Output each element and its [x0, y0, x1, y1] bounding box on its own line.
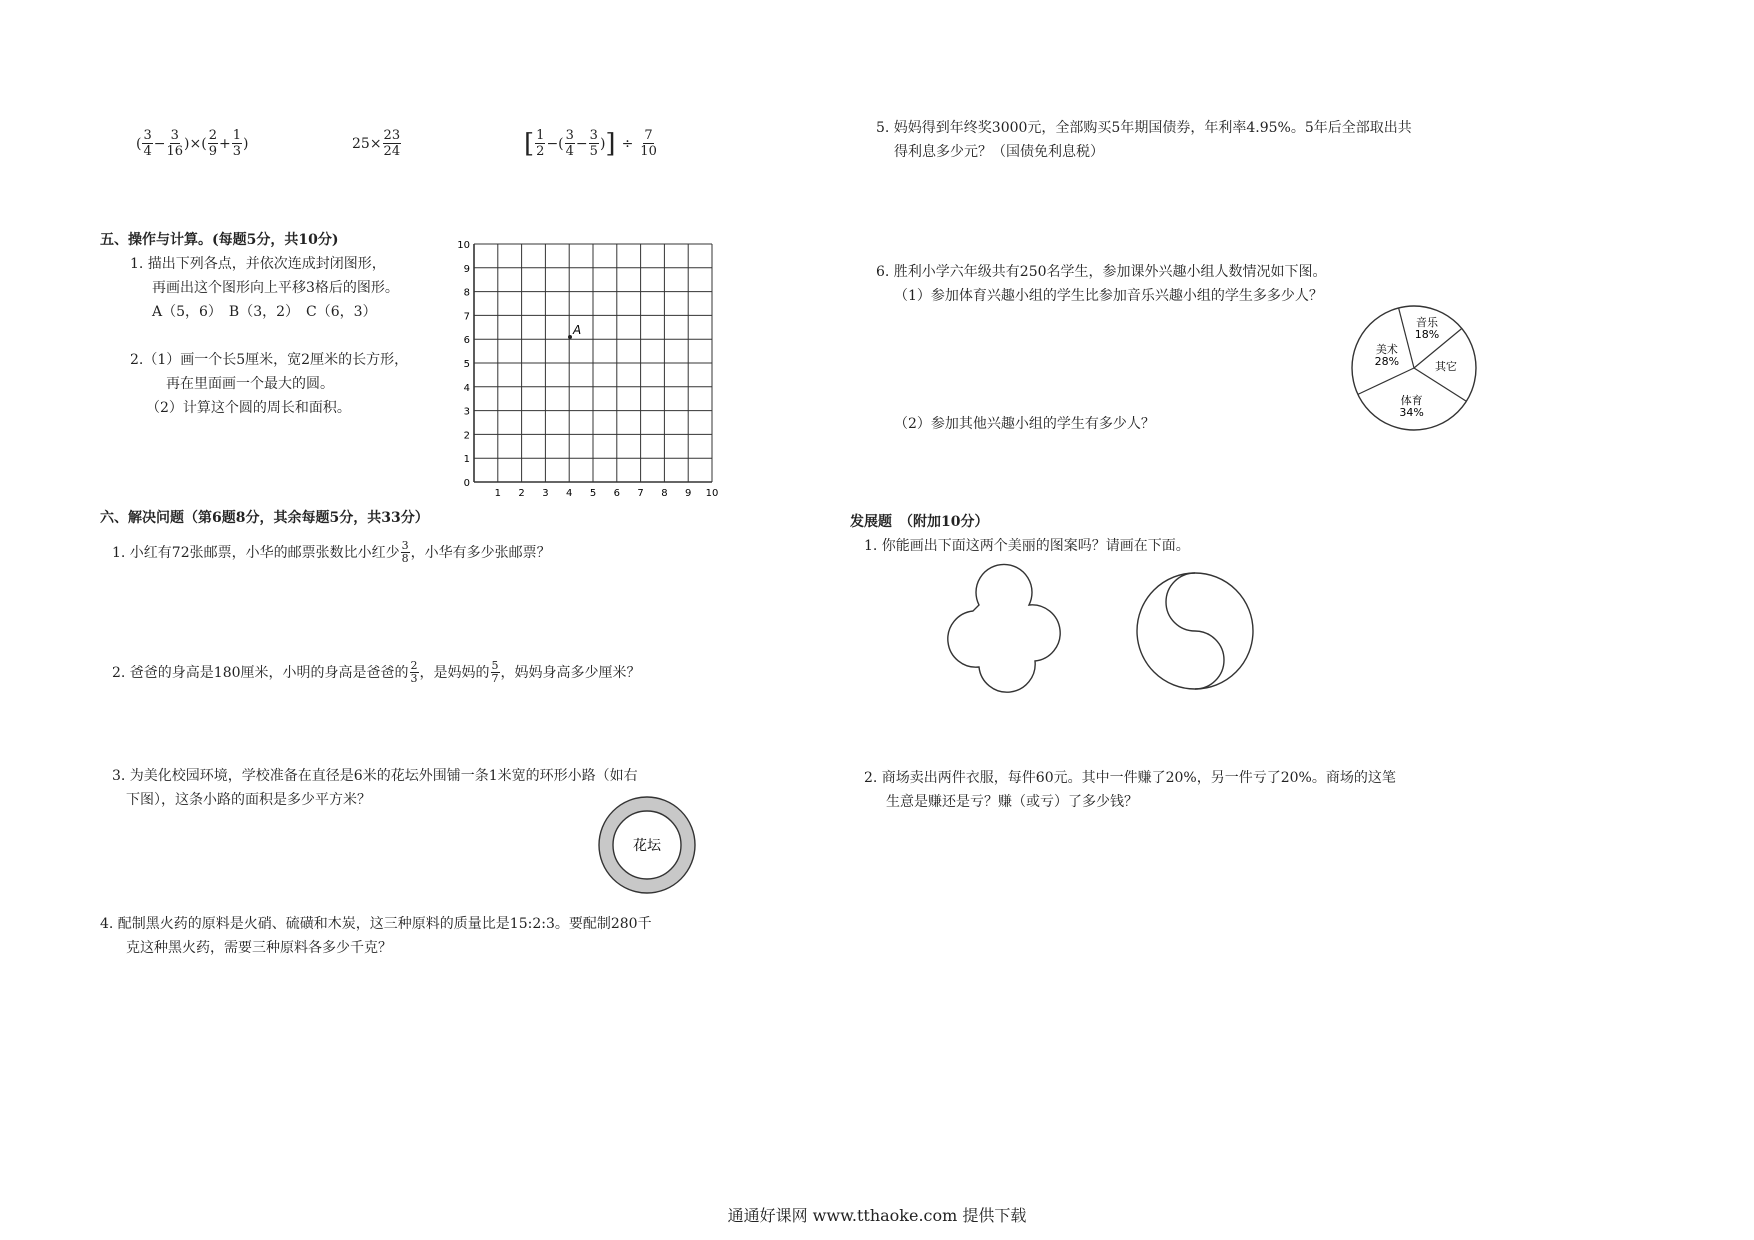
- sec6-q1-text: 1. 小红有72张邮票，小华的邮票张数比小红少: [112, 544, 400, 561]
- operator: )×(: [184, 135, 207, 152]
- operator: +: [218, 135, 231, 152]
- fraction: $\frac{7}{10}$: [640, 128, 657, 159]
- sec6-q2: [112, 660, 641, 685]
- calc-expression-3: [524, 128, 658, 159]
- operator: −(: [546, 135, 564, 152]
- grid-x-tick: 9: [685, 488, 692, 499]
- dev-title: 发展题 （附加10分）: [850, 514, 989, 530]
- grid-y-tick: 1: [463, 454, 470, 466]
- dev-q1: 1. 你能画出下面这两个美丽的图案吗？请画在下面。: [864, 538, 1190, 554]
- calc-expression-2: [352, 128, 402, 159]
- pie-marks: [1358, 308, 1466, 419]
- sec6-q4-line2: 克这种黑火药，需要三种原料各多少千克？: [126, 940, 392, 956]
- operand: 25×: [352, 135, 382, 152]
- sec6-q3-line1: 3. 为美化校园环境，学校准备在直径是6米的花坛外围铺一条1米宽的环形小路（如右: [112, 768, 638, 784]
- calc-expression-1: [136, 128, 248, 159]
- grid-lines: [474, 244, 712, 482]
- pie-label: 美术: [1375, 343, 1398, 357]
- sec6-q2-text-end: ，妈妈身高多少厘米？: [500, 664, 641, 681]
- bracket: ]: [605, 128, 616, 159]
- fraction: $\frac{2}{9}$: [208, 128, 217, 159]
- q6-line1: 6. 胜利小学六年级共有250名学生，参加课外兴趣小组人数情况如下图。: [876, 264, 1327, 280]
- bracket: [: [524, 128, 535, 159]
- operator: ÷: [621, 135, 634, 152]
- q5-line1: 5. 妈妈得到年终奖3000元，全部购买5年期国债券，年利率4.95%。5年后全部取出共: [876, 120, 1412, 136]
- fraction: $\frac{3}{4}$: [565, 128, 574, 159]
- pie-label: 34%: [1399, 405, 1424, 419]
- operator: −: [575, 135, 588, 152]
- grid-x-tick: 4: [566, 488, 573, 499]
- fraction: $\frac{1}{3}$: [232, 128, 241, 159]
- pie-label: 28%: [1374, 355, 1400, 369]
- grid-y-tick: 0: [463, 478, 470, 489]
- flower-bed-ring: [592, 790, 702, 900]
- quatrefoil-pattern: [934, 566, 1074, 706]
- sec6-q1: [112, 540, 551, 565]
- grid-x-tick: 8: [661, 488, 668, 499]
- grid-x-ticks: [495, 488, 719, 499]
- section-5-title: 五、操作与计算。(每题5分，共10分): [100, 232, 339, 248]
- section-6-title: 六、解决问题（第6题8分，其余每题5分，共33分）: [100, 510, 429, 526]
- dev-q2-line1: 2. 商场卖出两件衣服，每件60元。其中一件赚了20%，另一件亏了20%。商场的这笔: [864, 770, 1396, 786]
- grid-y-tick: 3: [463, 406, 470, 418]
- paren: ): [242, 135, 249, 152]
- grid-y-tick: 2: [463, 430, 470, 442]
- sec5-q2-line1: 2.（1）画一个长5厘米，宽2厘米的长方形，: [130, 352, 409, 368]
- grid-y-tick: 7: [463, 311, 470, 323]
- fraction: $\frac{3}{8}$: [401, 539, 409, 565]
- fraction: $\frac{1}{2}$: [536, 128, 545, 159]
- q6-line2: （1）参加体育兴趣小组的学生比参加音乐兴趣小组的学生多多少人？: [894, 288, 1323, 304]
- paren: ): [599, 135, 606, 152]
- grid-y-tick: 8: [463, 287, 470, 299]
- operator: −: [153, 135, 166, 152]
- grid-x-tick: 3: [542, 488, 549, 499]
- grid-x-tick: 7: [637, 488, 644, 499]
- grid-y-ticks: [457, 240, 470, 489]
- sec5-q2-line3: （2）计算这个圆的周长和面积。: [146, 400, 351, 416]
- pie-label: 音乐: [1415, 316, 1438, 330]
- fraction: $\frac{23}{24}$: [383, 128, 401, 159]
- pie-chart: [1344, 298, 1484, 438]
- grid-point-label: A: [573, 323, 582, 337]
- quatrefoil-outline: [948, 564, 1060, 692]
- pie-label: 其它: [1434, 360, 1457, 374]
- grid-x-tick: 5: [589, 488, 597, 499]
- fraction: $\frac{2}{3}$: [410, 659, 418, 685]
- sec5-q1-line2: 再画出这个图形向上平移3格后的图形。: [152, 280, 399, 296]
- grid-point-a: [568, 335, 572, 339]
- sec5-q1-line1: 1. 描出下列各点，并依次连成封闭图形，: [130, 256, 386, 272]
- grid-y-tick: 9: [463, 263, 470, 275]
- grid-y-tick: 5: [463, 359, 470, 370]
- flower-bed-label: 花坛: [633, 838, 661, 854]
- pie-slice-3: [1399, 308, 1414, 368]
- yin-yang-s-curve: [1166, 573, 1224, 689]
- sec6-q4-line1: 4. 配制黑火药的原料是火硝、硫磺和木炭，这三种原料的质量比是15:2:3。要配制280千: [100, 916, 652, 932]
- fraction: $\frac{5}{7}$: [491, 659, 499, 685]
- grid-x-tick: 10: [705, 488, 719, 499]
- pie-slice-2: [1358, 368, 1414, 394]
- sec6-q2-text: 2. 爸爸的身高是180厘米，小明的身高是爸爸的: [112, 664, 409, 681]
- pie-label: 体育: [1400, 393, 1423, 407]
- grid-x-tick: 1: [494, 488, 501, 499]
- fraction: $\frac{3}{5}$: [589, 128, 598, 159]
- q6-line3: （2）参加其他兴趣小组的学生有多少人？: [894, 416, 1155, 432]
- grid-y-tick: 4: [463, 382, 470, 394]
- paren: (: [136, 135, 142, 152]
- sec6-q1-text-end: ，小华有多少张邮票？: [410, 544, 551, 561]
- grid-y-tick: 10: [457, 240, 470, 251]
- sec6-q3-line2: 下图），这条小路的面积是多少平方米？: [126, 792, 371, 808]
- fraction: $\frac{3}{4}$: [143, 128, 152, 159]
- fraction: $\frac{3}{16}$: [166, 128, 184, 159]
- sec6-q2-text-mid: ，是妈妈的: [419, 664, 490, 681]
- footer-credit: 通通好课网 www.tthaoke.com 提供下载: [727, 1206, 1027, 1225]
- coordinate-grid: [452, 232, 719, 504]
- dev-q2-line2: 生意是赚还是亏？赚（或亏）了多少钱？: [886, 794, 1138, 810]
- yin-yang-pattern: [1130, 566, 1260, 696]
- sec5-q1-points: A（5，6） B（3，2） C（6，3）: [152, 304, 377, 320]
- grid-x-tick: 6: [613, 488, 620, 499]
- pie-label: 18%: [1414, 328, 1440, 342]
- grid-x-tick: 2: [518, 488, 525, 499]
- sec5-q2-line2: 再在里面画一个最大的圆。: [166, 376, 334, 392]
- grid-y-tick: 6: [463, 335, 470, 347]
- q5-line2: 得利息多少元？（国债免利息税）: [894, 144, 1104, 160]
